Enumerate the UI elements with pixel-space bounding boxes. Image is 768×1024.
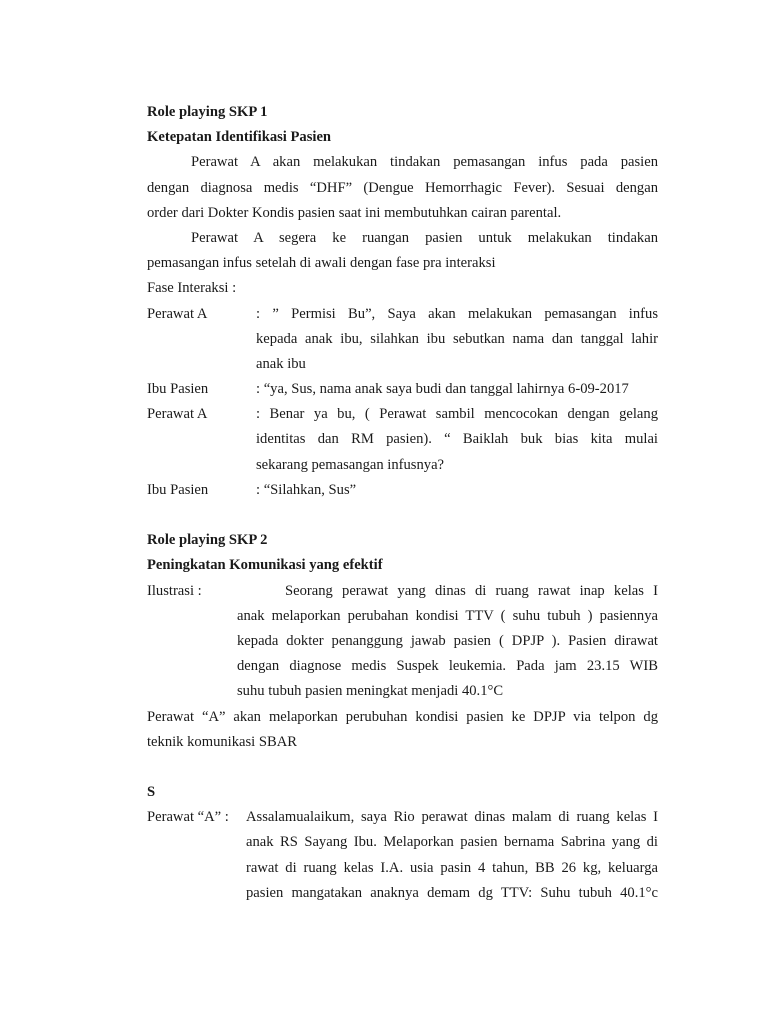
spacer <box>147 755 658 780</box>
utterance-line: : “Silahkan, Sus” <box>256 481 357 498</box>
dialog-entry <box>147 377 658 402</box>
speaker-label: Ibu Pasien <box>147 381 209 398</box>
utterance-line: sekarang pemasangan infusnya? <box>256 456 445 473</box>
document-page <box>147 100 658 906</box>
dialog-entry <box>147 302 658 327</box>
paragraph-line: teknik komunikasi SBAR <box>147 733 297 750</box>
utterance-line: pasien mangatakan anaknya demam dg TTV: Suhu tubuh 40.1°c <box>246 884 658 901</box>
ilustrasi-line: anak melaporkan perubahan kondisi TTV ( suhu tubuh ) pasiennya <box>237 607 658 624</box>
utterance-line: kepada anak ibu, silahkan ibu sebutkan nama dan tanggal lahir <box>256 330 658 347</box>
paragraph-line: Perawat A segera ke ruangan pasien untuk melakukan tindakan <box>191 229 658 246</box>
ilustrasi-entry <box>147 579 658 604</box>
utterance-line: anak ibu <box>256 355 306 372</box>
utterance-line: anak RS Sayang Ibu. Melaporkan pasien bernama Sabrina yang di <box>246 834 658 851</box>
sbar-s-label: S <box>147 784 156 801</box>
paragraph-line: dengan diagnosa medis “DHF” (Dengue Hemorrhagic Fever). Sesuai dengan <box>147 179 658 196</box>
paragraph-line: Perawat “A” akan melaporkan perubuhan kondisi pasien ke DPJP via telpon dg <box>147 708 658 725</box>
dialog-entry <box>147 402 658 427</box>
utterance-line: : “ya, Sus, nama anak saya budi dan tanggal lahirnya 6-09-2017 <box>256 381 629 398</box>
section-subtitle-skp1: Ketepatan Identifikasi Pasien <box>147 129 332 146</box>
dialog-entry <box>147 805 658 830</box>
paragraph-line: pemasangan infus setelah di awali dengan fase pra interaksi <box>147 255 496 272</box>
ilustrasi-line: kepada dokter penanggung jawab pasien ( DPJP ). Pasien dirawat <box>237 632 658 649</box>
paragraph-line: Perawat A akan melakukan tindakan pemasangan infus pada pasien <box>191 154 658 171</box>
spacer <box>147 503 658 528</box>
speaker-label: Ibu Pasien <box>147 481 209 498</box>
paragraph-line: order dari Dokter Kondis pasien saat ini membutuhkan cairan parental. <box>147 204 562 221</box>
utterance-line: : Benar ya bu, ( Perawat sambil mencocokan dengan gelang <box>256 406 658 423</box>
dialog-entry <box>147 478 658 503</box>
utterance-line: Assalamualaikum, saya Rio perawat dinas malam di ruang kelas I <box>246 809 658 826</box>
utterance-line: identitas dan RM pasien). “ Baiklah buk bias kita mulai <box>256 431 658 448</box>
speaker-label: Perawat “A” : <box>147 809 229 826</box>
section-subtitle-skp2: Peningkatan Komunikasi yang efektif <box>147 557 383 574</box>
section-title-skp2: Role playing SKP 2 <box>147 532 268 549</box>
phase-label: Fase Interaksi : <box>147 280 237 297</box>
utterance-line: : ” Permisi Bu”, Saya akan melakukan pemasangan infus <box>256 305 658 322</box>
ilustrasi-line: suhu tubuh pasien meningkat menjadi 40.1°C <box>237 683 504 700</box>
ilustrasi-line: Seorang perawat yang dinas di ruang rawat inap kelas I <box>285 582 658 599</box>
section-title-skp1: Role playing SKP 1 <box>147 104 268 120</box>
ilustrasi-label: Ilustrasi : <box>147 582 202 599</box>
speaker-label: Perawat A <box>147 406 208 423</box>
utterance-line: rawat di ruang kelas I.A. usia pasin 4 tahun, BB 26 kg, keluarga <box>246 859 658 876</box>
ilustrasi-line: dengan diagnose medis Suspek leukemia. Pada jam 23.15 WIB <box>237 658 658 675</box>
speaker-label: Perawat A <box>147 305 208 322</box>
